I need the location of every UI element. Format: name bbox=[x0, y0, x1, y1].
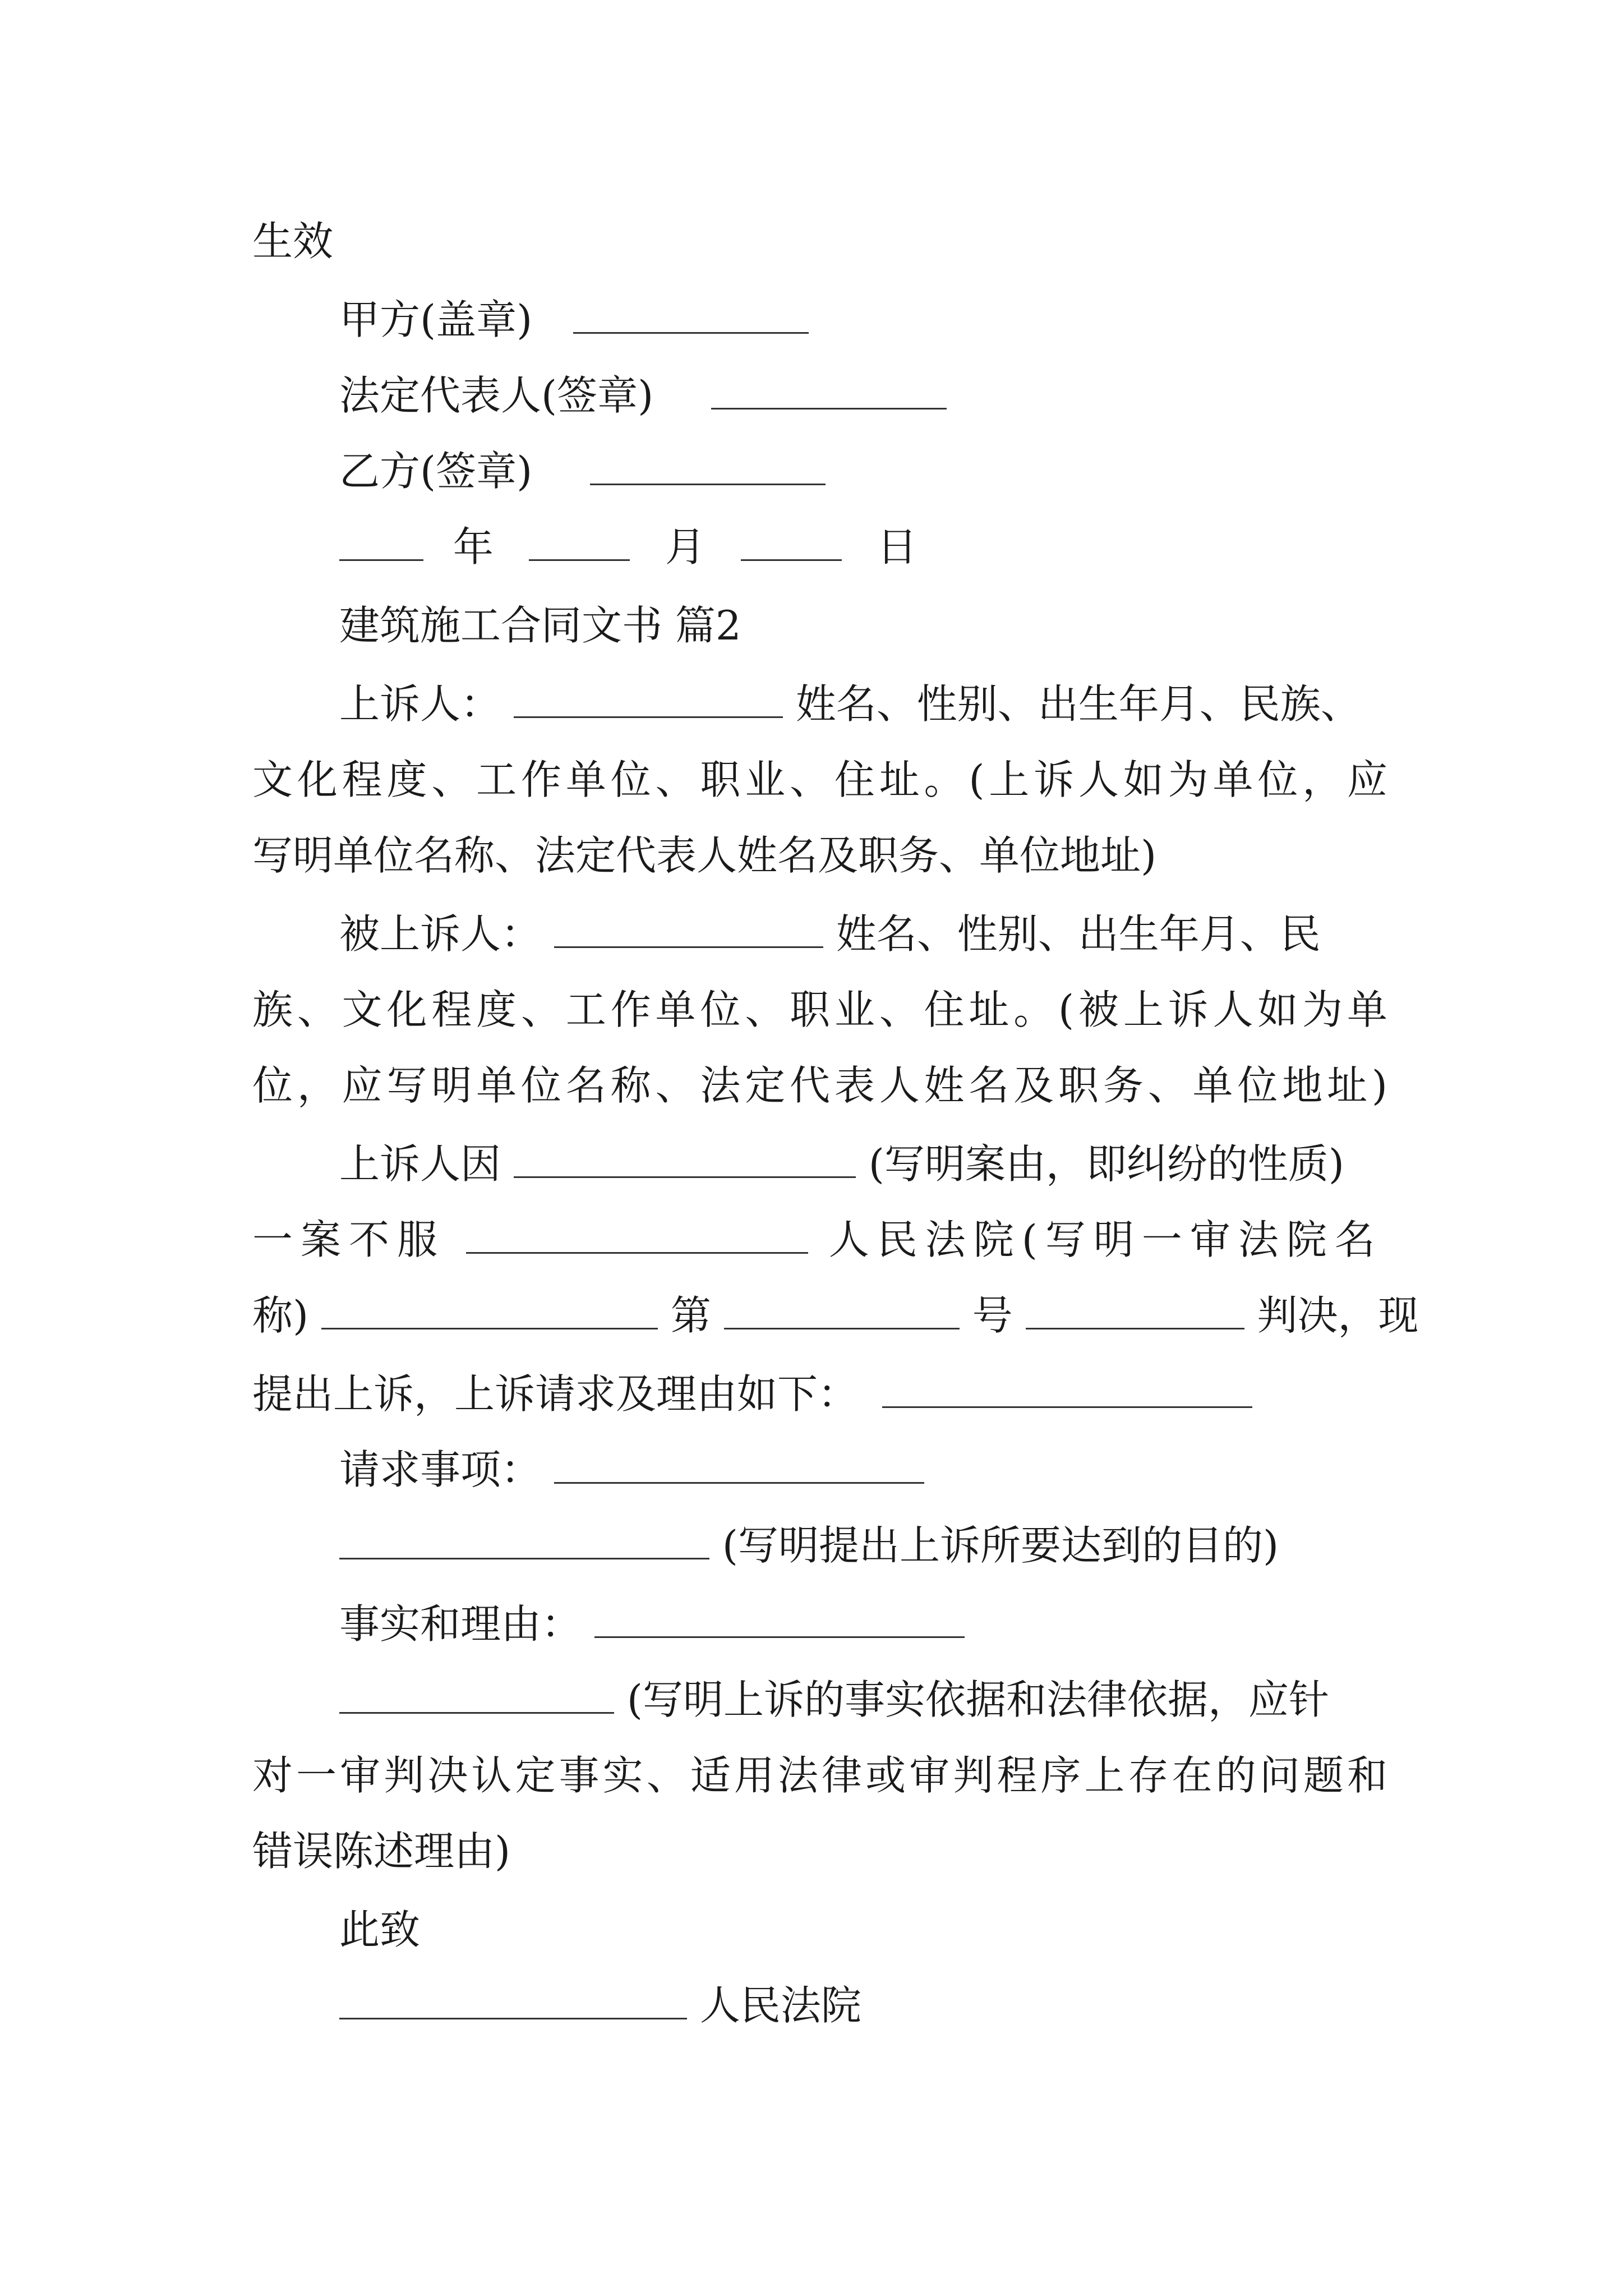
fill-blank bbox=[321, 1290, 658, 1329]
line-text: 生效 bbox=[252, 218, 334, 265]
fill-blank bbox=[741, 521, 842, 561]
court-line bbox=[252, 1212, 1383, 1268]
text-line bbox=[252, 827, 1156, 884]
line-text: 提出上诉，上诉请求及理由如下： bbox=[252, 1370, 859, 1418]
fill-blank bbox=[724, 1290, 960, 1329]
line-text: 对一审判决认定事实、适用法律或审判程序上存在的问题和 bbox=[252, 1752, 1387, 1799]
line-text: 判决，现 bbox=[1257, 1292, 1419, 1339]
line-text: 位，应写明单位名称、法定代表人姓名及职务、单位地址) bbox=[252, 1062, 1387, 1109]
fill-blank bbox=[573, 294, 809, 334]
date-year-label: 年 bbox=[453, 523, 494, 570]
text-line bbox=[252, 1747, 1387, 1803]
line-text: 号 bbox=[972, 1292, 1013, 1339]
text-line bbox=[252, 982, 1387, 1038]
line-text: 被上诉人： bbox=[339, 910, 542, 958]
date-line bbox=[339, 519, 917, 575]
fill-blank bbox=[339, 1674, 614, 1714]
line-text: 人民法院 bbox=[699, 1982, 861, 2029]
fill-blank bbox=[514, 1138, 856, 1178]
fill-blank bbox=[554, 908, 823, 948]
line-text: 一案不服 bbox=[252, 1216, 446, 1263]
signature-line-legal-rep bbox=[339, 367, 947, 424]
signature-line-party-b bbox=[339, 443, 826, 499]
fill-blank bbox=[554, 1444, 924, 1484]
line-text: 请求事项： bbox=[339, 1446, 542, 1493]
date-month-label: 月 bbox=[665, 523, 706, 570]
line-text: 姓名、性别、出生年月、民族、 bbox=[795, 680, 1361, 728]
fill-blank bbox=[339, 521, 423, 561]
line-text: (写明提出上诉所要达到的目的) bbox=[722, 1522, 1279, 1569]
line-text: 第 bbox=[670, 1292, 711, 1339]
judgment-number-line bbox=[252, 1287, 1418, 1343]
line-text: 此致 bbox=[339, 1906, 421, 1953]
facts-line bbox=[339, 1596, 965, 1652]
fill-blank bbox=[711, 370, 947, 409]
line-text: 上诉人因 bbox=[339, 1140, 501, 1188]
claims-line bbox=[339, 1442, 924, 1498]
addressee-court-line bbox=[339, 1977, 861, 2033]
line-text: 姓名、性别、出生年月、民 bbox=[836, 910, 1321, 958]
text-line bbox=[252, 1823, 510, 1879]
fill-blank bbox=[339, 1980, 687, 2019]
date-day-label: 日 bbox=[877, 523, 917, 570]
line-text: 事实和理由： bbox=[339, 1600, 582, 1648]
fill-blank bbox=[514, 678, 783, 718]
line-text: 甲方(盖章) bbox=[339, 296, 533, 343]
case-cause-line bbox=[339, 1136, 1344, 1192]
line-text: 法定代表人(签章) bbox=[339, 372, 654, 419]
line-text: 乙方(签章) bbox=[339, 448, 533, 495]
line-text: 人民法院(写明一审法院名 bbox=[828, 1216, 1383, 1263]
fill-blank bbox=[466, 1214, 808, 1254]
line-text: 文化程度、工作单位、职业、住址。(上诉人如为单位，应 bbox=[252, 756, 1387, 803]
claims-detail-line bbox=[339, 1517, 1279, 1573]
line-text: 称) bbox=[252, 1292, 309, 1339]
facts-detail-line bbox=[339, 1672, 1329, 1728]
line-text: 建筑施工合同文书 篇2 bbox=[339, 602, 741, 649]
fill-blank bbox=[339, 1520, 709, 1559]
appellant-line bbox=[339, 676, 1361, 732]
appeal-request-line bbox=[252, 1366, 1252, 1422]
line-text: 族、文化程度、工作单位、职业、住址。(被上诉人如为单 bbox=[252, 986, 1387, 1033]
fill-blank bbox=[882, 1368, 1252, 1408]
text-line bbox=[252, 752, 1387, 808]
line-text: (写明案由，即纠纷的性质) bbox=[868, 1140, 1344, 1188]
text-line bbox=[252, 213, 333, 269]
fill-blank bbox=[1026, 1290, 1244, 1329]
line-text: 上诉人： bbox=[339, 680, 501, 728]
section-heading bbox=[339, 597, 741, 654]
line-text: 写明单位名称、法定代表人姓名及职务、单位地址) bbox=[252, 832, 1157, 879]
line-text: (写明上诉的事实依据和法律依据，应针 bbox=[626, 1676, 1329, 1723]
salutation bbox=[339, 1902, 420, 1958]
fill-blank bbox=[529, 521, 630, 561]
text-line bbox=[252, 1057, 1387, 1114]
appellee-line bbox=[339, 906, 1321, 962]
fill-blank bbox=[594, 1598, 965, 1638]
signature-line-party-a bbox=[339, 292, 809, 348]
fill-blank bbox=[590, 445, 826, 485]
line-text: 错误陈述理由) bbox=[252, 1828, 511, 1875]
